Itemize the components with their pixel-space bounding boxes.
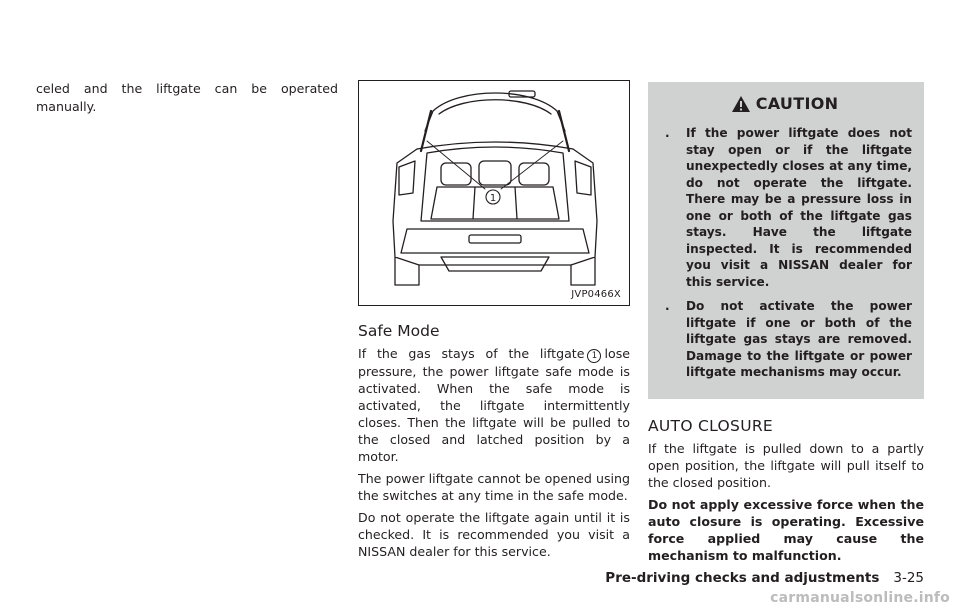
caution-item: . If the power liftgate does not stay open or if the liftgate unexpectedly closes at any time, do not operate the liftgate. There may be a pressure loss in one or both of the liftgate gas stays. Have the liftgate inspected. It is recommended you visit a NISSAN dealer for this service. [665,126,912,289]
vehicle-rear-illustration [359,81,630,306]
right-column [648,82,924,569]
footer-section-title: Pre-driving checks and adjustments [605,570,880,586]
watermark: carmanualsonline.info [770,590,950,606]
page-footer [605,570,924,586]
middle-column [358,80,630,565]
left-column [36,80,338,115]
safe-mode-paragraph-2: The power liftgate cannot be opened using the switches at any time in the safe mode. [358,471,630,503]
warning-icon [732,96,750,112]
caution-item: . Do not activate the power liftgate if one or both of the liftgate gas stays are removed. Damage to the liftgate or power liftgate mechanisms may occur. [665,299,912,379]
liftgate-figure [358,80,630,306]
caution-box [648,82,924,399]
callout-ref-1: 1 [587,349,601,363]
page-number: 3-25 [893,570,924,586]
safe-mode-paragraph-1: If the gas stays of the liftgate 1 lose pressure, the power liftgate safe mode is activated. When the safe mode is activated, the liftgate intermittently closes. Then the liftgate will be pulled to the closed and latched position by a motor. [358,346,630,464]
safe-mode-heading: Safe Mode [358,322,440,340]
caution-header [658,94,912,113]
auto-closure-heading: AUTO CLOSURE [648,416,773,435]
caution-title: CAUTION [755,94,839,113]
callout-1: 1 [489,193,497,204]
auto-closure-paragraph: If the liftgate is pulled down to a partly open position, the liftgate will pull itself to the closed position. [648,440,924,490]
auto-closure-warning: Do not apply excessive force when the auto closure is operating. Excessive force applied may cause the mechanism to malfunction. [648,496,924,563]
bullet: . [665,299,670,313]
safe-mode-paragraph-3: Do not operate the liftgate again until it is checked. It is recommended you visit a NISSAN dealer for this service. [358,510,630,559]
bullet: . [665,126,670,140]
figure-code: JVP0466X [571,289,621,300]
continued-paragraph: celed and the liftgate can be operated manually. [36,81,338,114]
